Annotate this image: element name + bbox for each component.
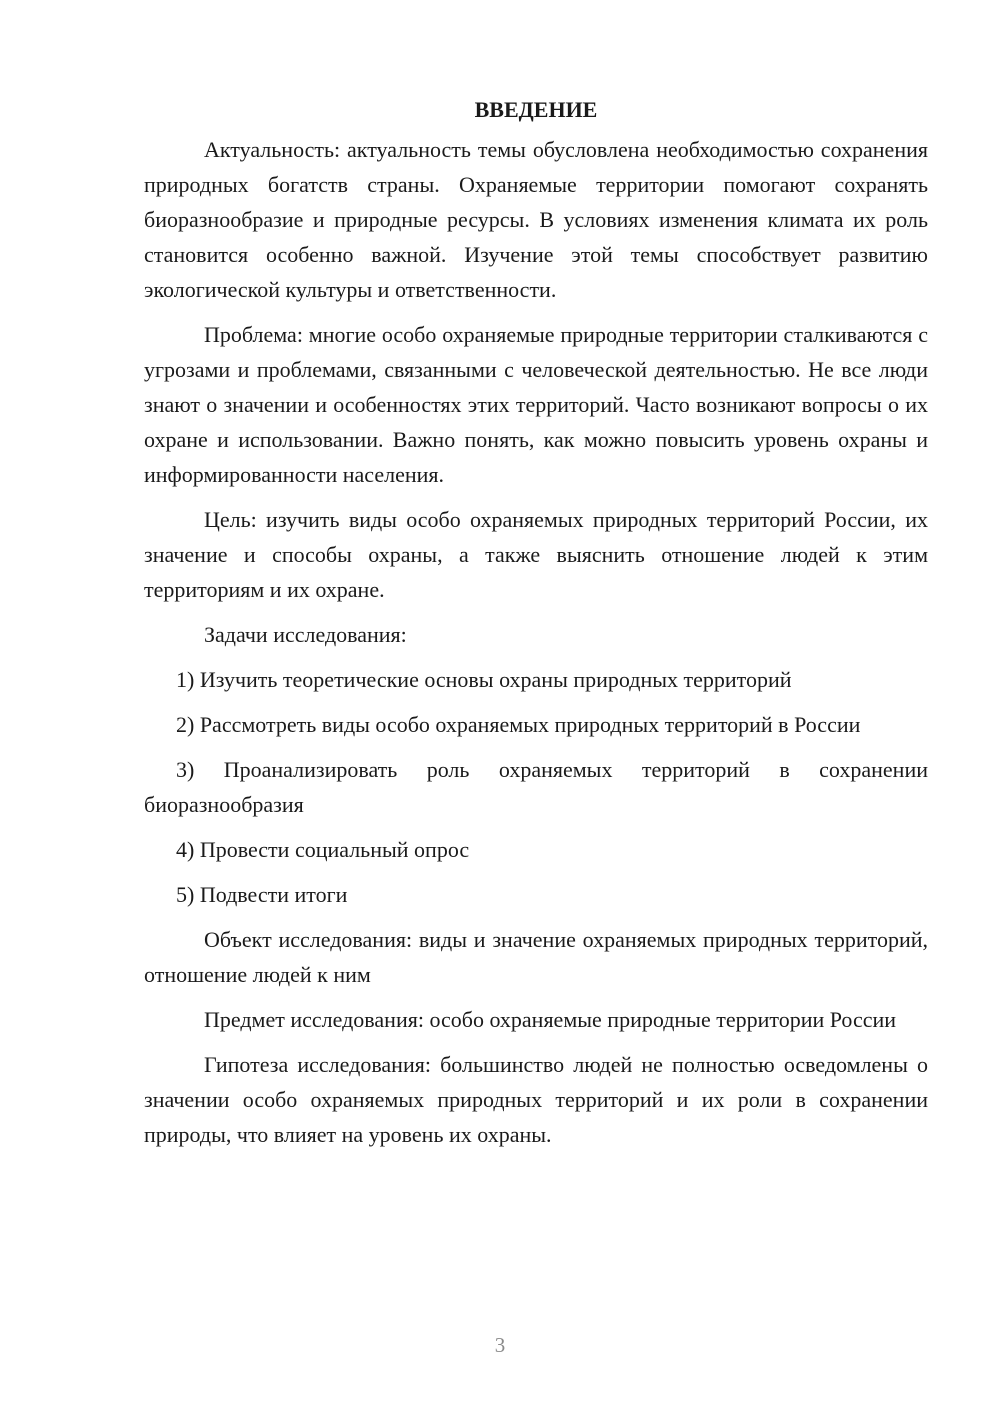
task-item-5: 5) Подвести итоги (176, 882, 348, 907)
task-item-2: 2) Рассмотреть виды особо охраняемых природных территорий в России (176, 712, 861, 737)
document-page (144, 96, 928, 1162)
hypothesis-paragraph: Гипотеза исследования: большинство людей не полностью осведомлены о значении особо охраняемых природных территорий и их роли в сохранении природы, что влияет на уровень их охраны. (144, 1052, 928, 1147)
subject-paragraph: Предмет исследования: особо охраняемые природные территории России (204, 1007, 897, 1032)
object-paragraph: Объект исследования: виды и значение охраняемых природных территорий, отношение людей к ним (144, 927, 928, 987)
task-item-4: 4) Провести социальный опрос (176, 837, 470, 862)
tasks-heading: Задачи исследования: (204, 622, 407, 647)
page-number: 3 (494, 1333, 506, 1357)
problem-paragraph: Проблема: многие особо охраняемые природные территории сталкиваются с угрозами и проблемами, связанными с человеческой деятельностью. Не все люди знают о значении и особенностях этих территорий. Часто возникают вопросы о их охране и использовании. Важно понять, как можно повысить уровень охраны и информированности населения. (144, 322, 928, 487)
task-item-1: 1) Изучить теоретические основы охраны природных территорий (176, 667, 792, 692)
section-title: ВВЕДЕНИЕ (474, 97, 598, 122)
relevance-paragraph: Актуальность: актуальность темы обусловлена необходимостью сохранения природных богатств страны. Охраняемые территории помогают сохранять биоразнообразие и природные ресурсы. В условиях изменения климата их роль становится особенно важной. Изучение этой темы способствует развитию экологической культуры и ответственности. (144, 137, 928, 302)
goal-paragraph: Цель: изучить виды особо охраняемых природных территорий России, их значение и способы охраны, а также выяснить отношение людей к этим территориям и их охране. (144, 507, 928, 602)
task-item-3: 3) Проанализировать роль охраняемых территорий в сохранении биоразнообразия (144, 757, 928, 817)
